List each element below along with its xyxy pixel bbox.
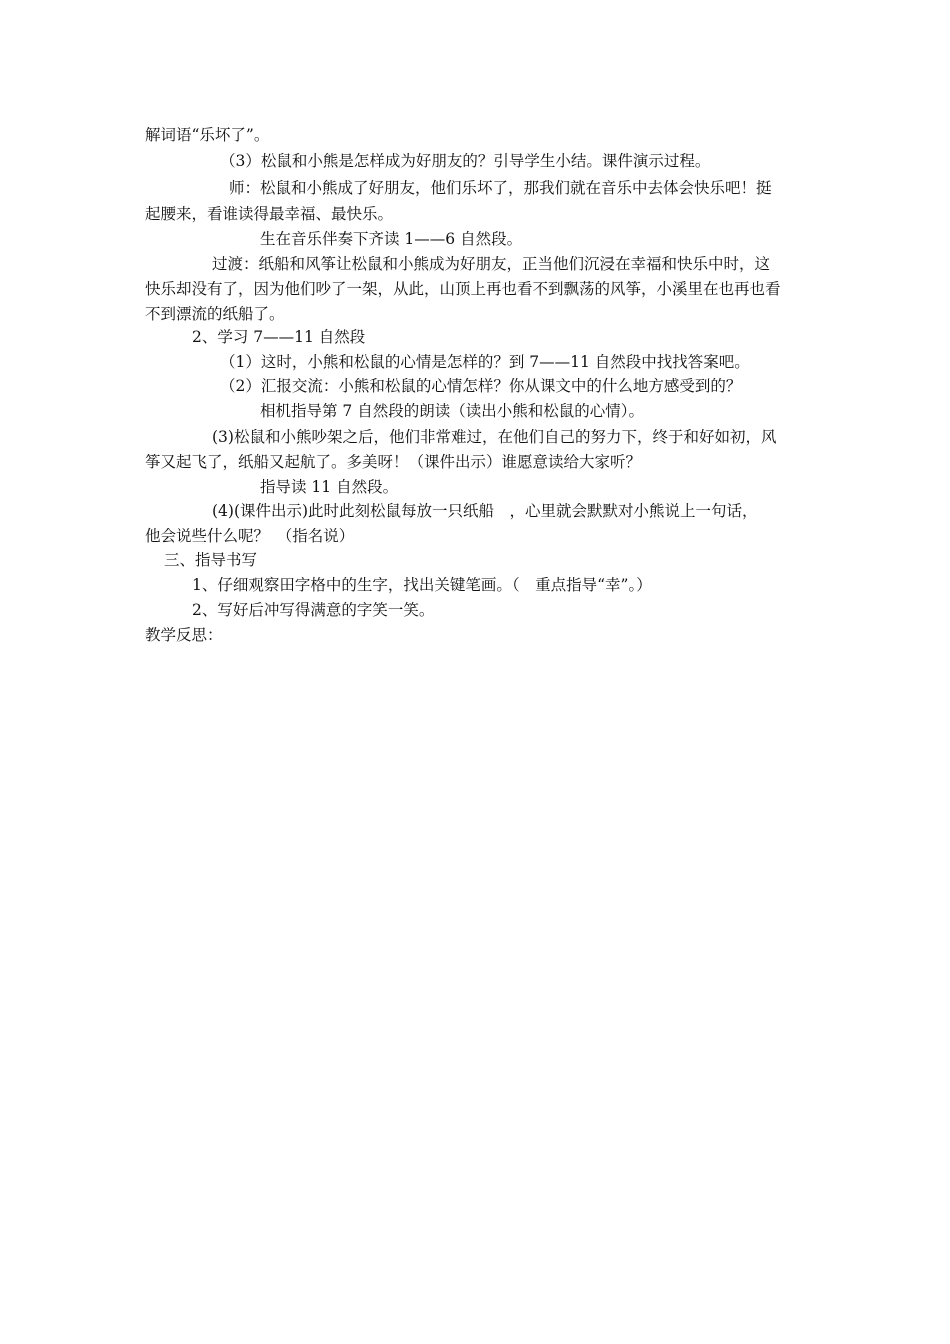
text-line: 1、仔细观察田字格中的生字，找出关键笔画。（ 重点指导“幸”。）: [192, 576, 652, 594]
section-heading: 教学反思：: [145, 626, 223, 644]
text-line: 他会说些什么呢？ （指名说）: [145, 527, 355, 545]
text-line: 解词语“乐坏了”。: [145, 126, 270, 144]
text-line: 师：松鼠和小熊成了好朋友，他们乐坏了，那我们就在音乐中去体会快乐吧！挺: [229, 179, 772, 197]
text-line: （2）汇报交流：小熊和松鼠的心情怎样？你从课文中的什么地方感受到的？: [220, 377, 742, 395]
text-line: 不到漂流的纸船了。: [145, 305, 285, 323]
text-line: 相机指导第 7 自然段的朗读（读出小熊和松鼠的心情）。: [260, 402, 644, 420]
text-line: (3)松鼠和小熊吵架之后，他们非常难过，在他们自己的努力下，终于和好如初，风: [212, 428, 777, 446]
text-line: 起腰来，看谁读得最幸福、最快乐。: [145, 205, 394, 223]
section-heading: 2、学习 7——11 自然段: [192, 328, 366, 346]
text-line: 指导读 11 自然段。: [260, 478, 399, 496]
text-line: 生在音乐伴奏下齐读 1——6 自然段。: [260, 230, 523, 248]
text-line: 2、写好后冲写得满意的字笑一笑。: [192, 601, 435, 619]
text-line: 快乐却没有了，因为他们吵了一架，从此，山顶上再也看不到飘荡的风筝，小溪里在也再也看: [145, 280, 781, 298]
text-line: (4)(课件出示)此时此刻松鼠每放一只纸船 ，心里就会默默对小熊说上一句话，: [212, 502, 758, 520]
section-heading: 三、指导书写: [164, 551, 258, 569]
text-line: （3）松鼠和小熊是怎样成为好朋友的？引导学生小结。课件演示过程。: [220, 152, 711, 170]
text-line: 筝又起飞了，纸船又起航了。多美呀！（课件出示）谁愿意读给大家听？: [145, 453, 642, 471]
text-line: 过渡：纸船和风筝让松鼠和小熊成为好朋友，正当他们沉浸在幸福和快乐中时，这: [212, 255, 771, 273]
text-line: （1）这时，小熊和松鼠的心情是怎样的？到 7——11 自然段中找找答案吧。: [220, 353, 750, 371]
